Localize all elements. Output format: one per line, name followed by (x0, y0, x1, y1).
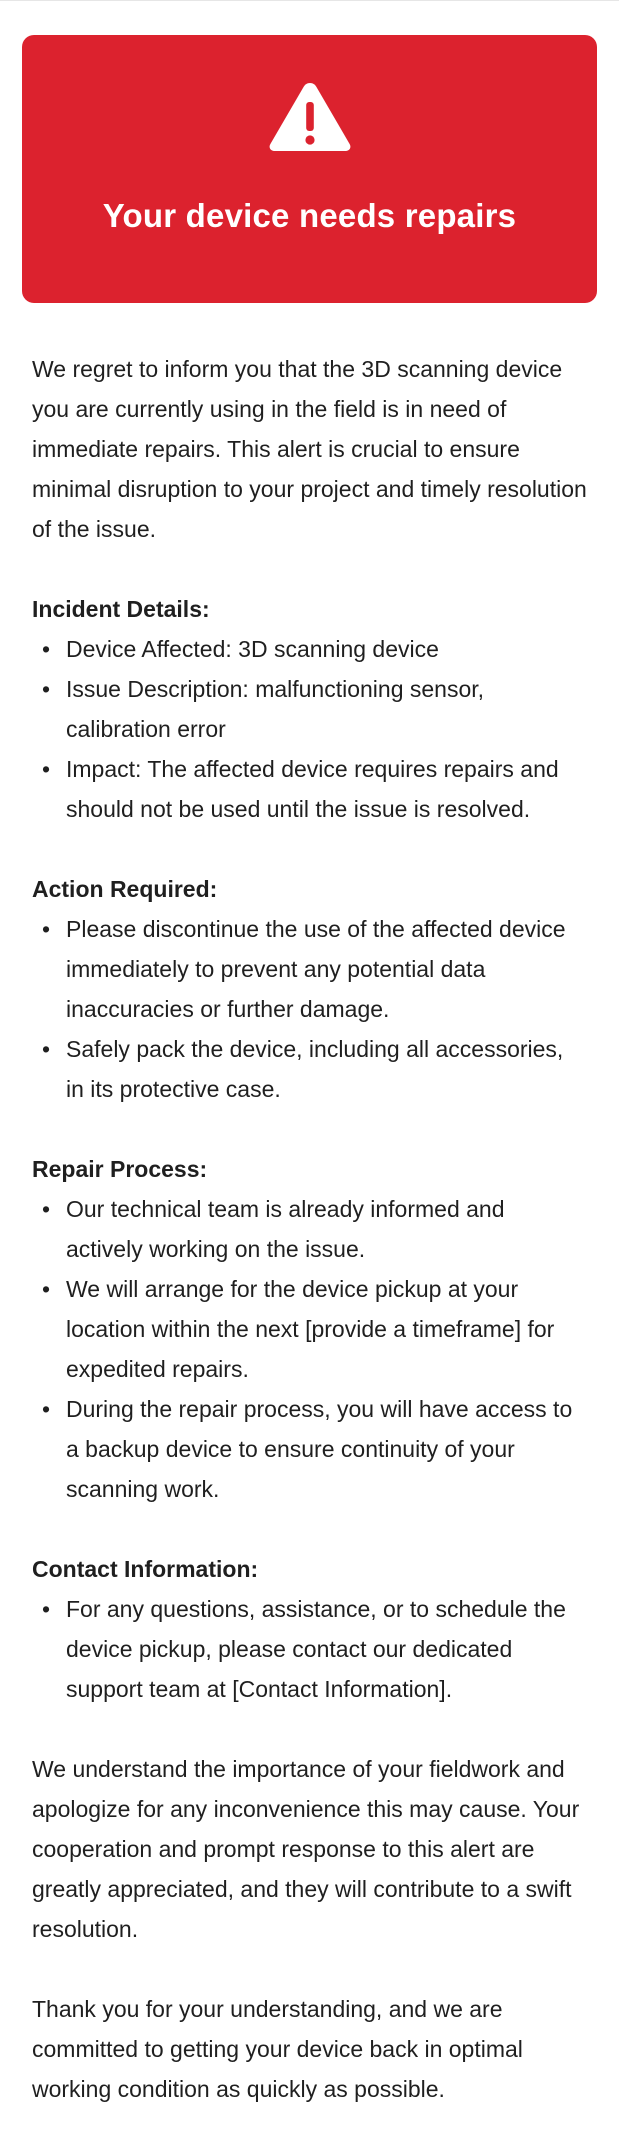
list-item: • During the repair process, you will have access to a backup device to ensure continuity of your scanning work. (42, 1396, 573, 1502)
bullet-list (32, 1589, 587, 1709)
closing-paragraph: We understand the importance of your fieldwork and apologize for any inconvenience this may cause. Your cooperation and prompt response to this alert are greatly appreciated, and they will contribute to a swift resolution. (32, 1756, 580, 1942)
section-incident-details (32, 589, 587, 829)
list-item: • We will arrange for the device pickup at your location within the next [provide a timeframe] for expedited repairs. (42, 1276, 555, 1382)
alert-banner (22, 35, 597, 303)
list-item: • Please discontinue the use of the affected device immediately to prevent any potential data inaccuracies or further damage. (42, 916, 566, 1022)
section-title: Repair Process: (32, 1156, 208, 1182)
list-item: • Impact: The affected device requires repairs and should not be used until the issue is resolved. (42, 756, 559, 822)
message-body (32, 349, 587, 2109)
section-repair-process (32, 1149, 587, 1509)
list-item: • Our technical team is already informed and actively working on the issue. (42, 1196, 505, 1262)
banner-title: Your device needs repairs (102, 197, 517, 234)
thank-you-paragraph: Thank you for your understanding, and we are committed to getting your device back in optimal working condition as quickly as possible. (32, 1996, 523, 2102)
section-action-required (32, 869, 587, 1109)
list-item: • Device Affected: 3D scanning device (42, 636, 439, 662)
list-item: • Issue Description: malfunctioning sensor, calibration error (42, 676, 485, 742)
section-title: Contact Information: (32, 1556, 259, 1582)
section-title: Action Required: (32, 876, 218, 902)
list-item: • For any questions, assistance, or to schedule the device pickup, please contact our dedicated support team at [Contact Information]. (42, 1596, 566, 1702)
section-contact-information (32, 1549, 587, 1709)
top-divider (0, 0, 619, 1)
warning-triangle-icon (267, 79, 353, 155)
bullet-list (32, 629, 587, 829)
list-item: • Safely pack the device, including all accessories, in its protective case. (42, 1036, 564, 1102)
bullet-list (32, 1189, 587, 1509)
section-title: Incident Details: (32, 596, 210, 622)
bullet-list (32, 909, 587, 1109)
intro-paragraph: We regret to inform you that the 3D scanning device you are currently using in the field is in need of immediate repairs. This alert is crucial to ensure minimal disruption to your project and timely resolution of the issue. (32, 356, 587, 542)
